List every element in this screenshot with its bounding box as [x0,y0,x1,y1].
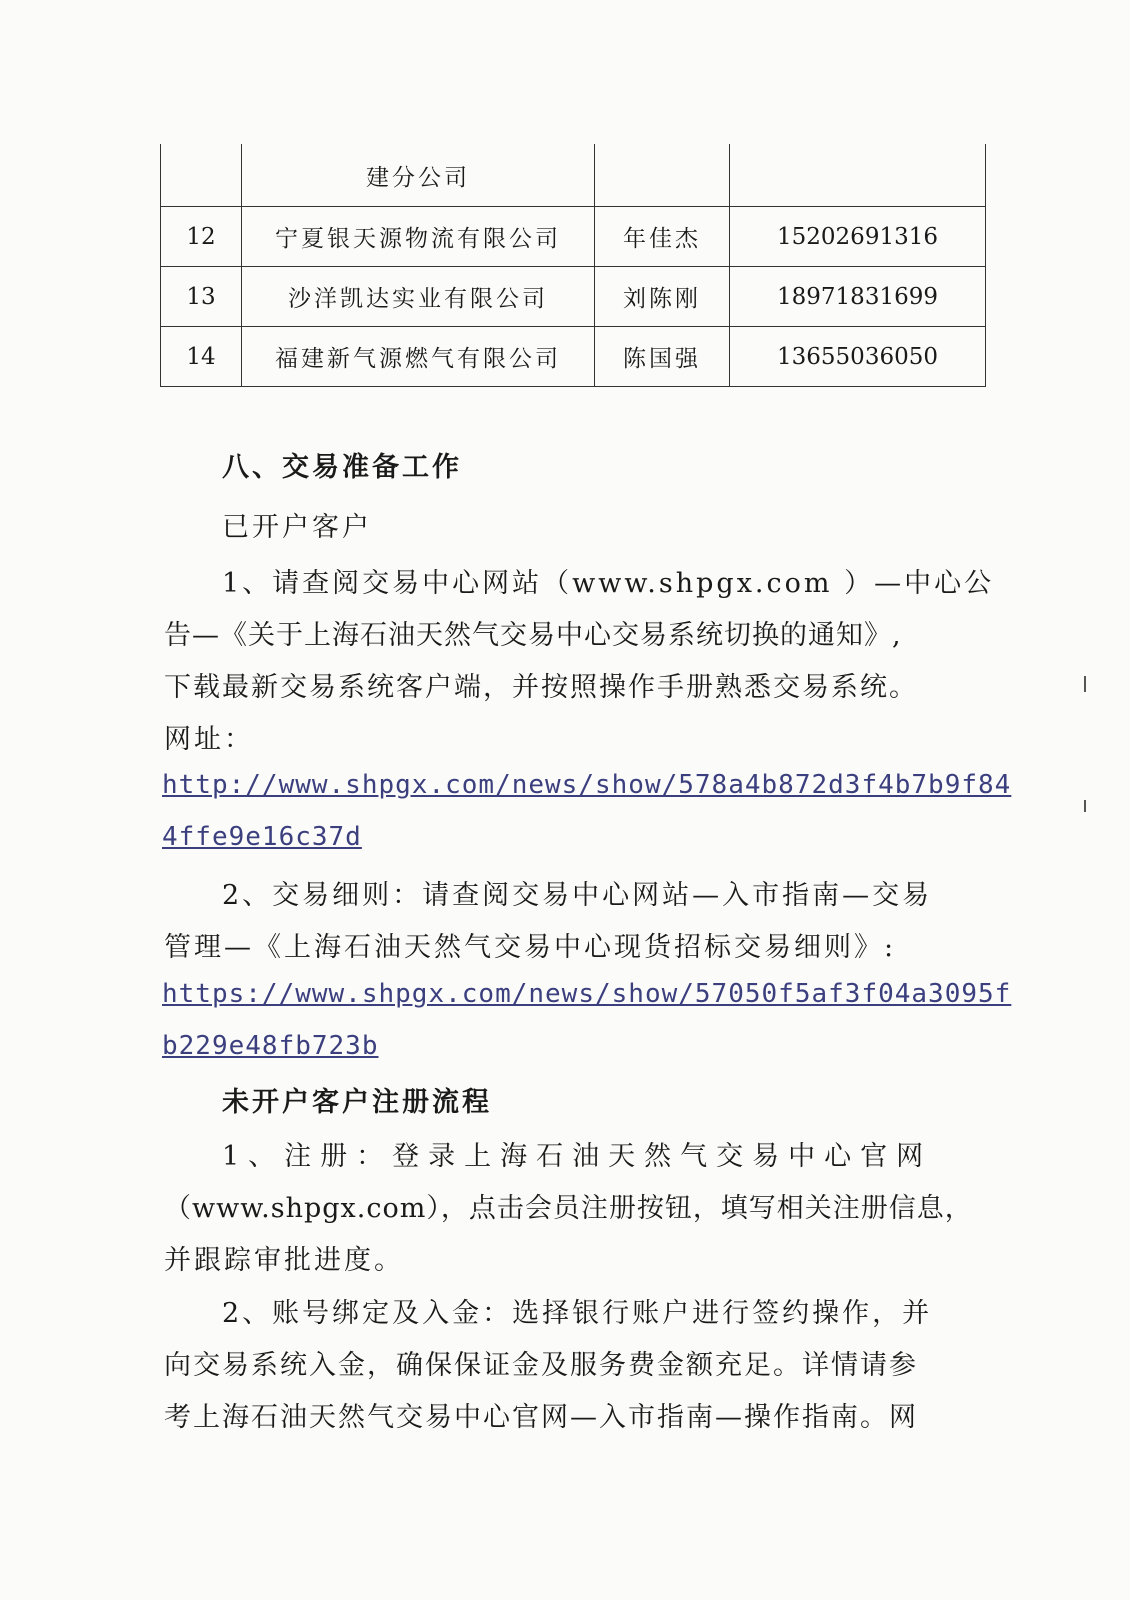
contact-person: 陈国强 [595,327,730,387]
scan-artifact [1084,800,1086,812]
contact-person: 年佳杰 [595,207,730,267]
scan-artifact [1084,676,1086,692]
company-name: 宁夏银天源物流有限公司 [242,207,595,267]
table-row [161,207,986,267]
row-number: 12 [161,207,242,267]
paragraph-line: 向交易系统入金，确保保证金及服务费金额充足。详情请参 [164,1350,918,1381]
company-name: 沙洋凯达实业有限公司 [242,267,595,327]
rules-link[interactable]: https://www.shpgx.com/news/show/57050f5af3f04a3095f [162,979,1012,1009]
table-row [161,267,986,327]
phone-number: 13655036050 [730,327,986,387]
paragraph-line: 下载最新交易系统客户端，并按照操作手册熟悉交易系统。 [164,672,918,703]
table-row [161,327,986,387]
table-row [161,144,986,207]
paragraph-line: 考上海石油天然气交易中心官网—入市指南—操作指南。网 [164,1402,918,1433]
paragraph-line: 1、注册：登录上海石油天然气交易中心官网 [222,1141,933,1172]
notice-link-continued[interactable]: 4ffe9e16c37d [162,822,362,852]
paragraph-line: 1、请查阅交易中心网站（www.shpgx.com ）—中心公 [222,568,995,599]
notice-link[interactable]: http://www.shpgx.com/news/show/578a4b872d3f4b7b9f84 [162,770,1012,800]
rules-link-continued[interactable]: b229e48fb723b [162,1031,379,1061]
opened-heading: 已开户客户 [222,512,372,543]
unopened-heading: 未开户客户注册流程 [222,1087,492,1118]
contact-person: 刘陈刚 [595,267,730,327]
row-number: 14 [161,327,242,387]
phone-number [730,144,986,207]
phone-number: 15202691316 [730,207,986,267]
company-name: 建分公司 [242,144,595,207]
paragraph-line: 告—《关于上海石油天然气交易中心交易系统切换的通知》, [164,620,902,651]
paragraph-line: 2、交易细则：请查阅交易中心网站—入市指南—交易 [222,880,933,911]
paragraph-line: 2、账号绑定及入金：选择银行账户进行签约操作，并 [222,1298,933,1329]
paragraph-line: （www.shpgx.com），点击会员注册按钮，填写相关注册信息， [164,1193,973,1224]
company-name: 福建新气源燃气有限公司 [242,327,595,387]
contact-table [160,144,986,387]
paragraph-line: 管理—《上海石油天然气交易中心现货招标交易细则》: [164,932,897,963]
row-number [161,144,242,207]
row-number: 13 [161,267,242,327]
contact-person [595,144,730,207]
section-title: 八、交易准备工作 [222,452,462,483]
paragraph-line: 并跟踪审批进度。 [164,1245,404,1276]
paragraph-line: 网址： [164,724,254,755]
phone-number: 18971831699 [730,267,986,327]
